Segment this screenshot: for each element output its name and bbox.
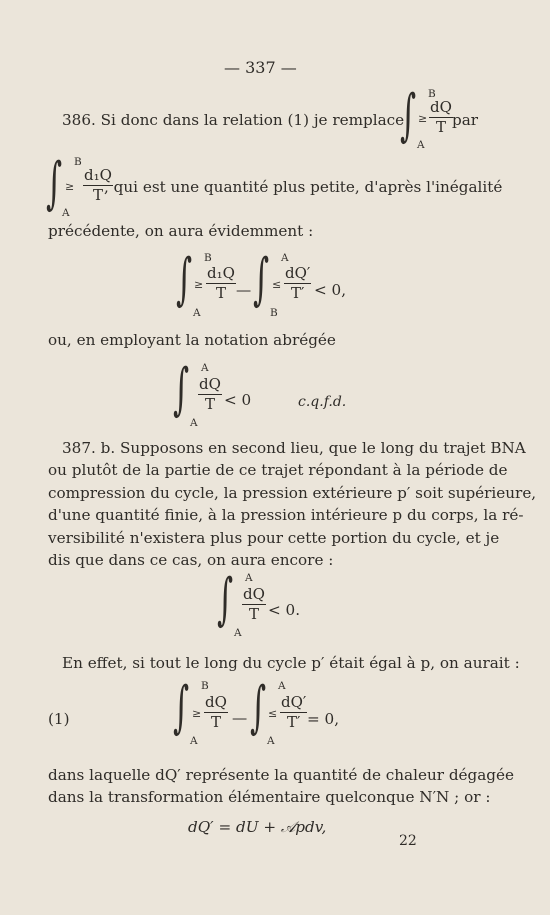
denominator: T <box>92 186 103 204</box>
cqfd: c.q.f.d. <box>298 394 347 410</box>
minus-sign: — <box>236 281 252 299</box>
eq4-label: (1) <box>48 710 70 728</box>
para387-line-1: 387. b. Supposons en second lieu, que le long du trajet BNA <box>62 439 526 457</box>
limit-upper: B <box>74 156 82 168</box>
limit-lower: A <box>417 139 425 151</box>
leq-symbol: ≤ <box>268 707 278 720</box>
numerator: dQ′ <box>281 693 307 711</box>
limit-lower: A <box>190 417 198 429</box>
fraction-dQ-T <box>198 377 222 412</box>
denominator: T′ <box>290 284 305 302</box>
denominator: T <box>435 118 446 136</box>
signature-mark: 22 <box>399 833 417 849</box>
integral-sign: ∫ <box>173 675 190 740</box>
integral-sign: ∫ <box>217 567 234 632</box>
integral-sign: ∫ <box>253 247 270 312</box>
equation-5: dQ′ = dU + 𝒜pdv, <box>188 818 327 836</box>
effet-line: En effet, si tout le long du cycle p′ était égal à p, on aurait : <box>62 654 520 672</box>
limit-lower: A <box>267 735 275 747</box>
para387-line-5: versibilité n'existera plus pour cette portion du cycle, et je <box>48 529 500 547</box>
numerator: dQ <box>199 375 221 393</box>
para386-lead: 386. Si donc dans la relation (1) je remplace <box>62 111 405 129</box>
limit-upper: A <box>245 572 253 584</box>
limit-lower: B <box>270 307 278 319</box>
fraction-dQprime-Tprime <box>284 266 311 301</box>
fraction-dQ-T <box>204 695 228 730</box>
final-line-2: dans la transformation élémentaire quelconque N′N ; or : <box>48 788 491 806</box>
limit-upper: B <box>201 680 209 692</box>
limit-upper: B <box>204 252 212 264</box>
numerator: d₁Q <box>84 166 112 184</box>
geq-symbol: ≥ <box>194 278 204 291</box>
para387-line-2: ou plutôt de la partie de ce trajet répondant à la période de <box>48 461 508 479</box>
fraction-dQ-T <box>242 587 266 622</box>
denominator: T <box>210 713 221 731</box>
limit-lower: A <box>190 735 198 747</box>
numerator: dQ′ <box>285 264 311 282</box>
numerator: dQ <box>243 585 265 603</box>
denominator: T <box>215 284 226 302</box>
numerator: d₁Q <box>207 264 235 282</box>
eq4-rhs: = 0, <box>307 710 340 728</box>
para387-line-6: dis que dans ce cas, on aura encore : <box>48 551 334 569</box>
para386-line3: précédente, on aura évidemment : <box>48 222 314 240</box>
geq-symbol: ≥ <box>418 112 428 125</box>
word-par: par <box>452 111 479 129</box>
para386-after-integral: , qui est une quantité plus petite, d'après l'inégalité <box>104 178 503 196</box>
eq2-rhs: < 0 <box>224 391 252 409</box>
para387-line-3: compression du cycle, la pression extérieure p′ soit supérieure, <box>48 484 537 502</box>
limit-upper: A <box>281 252 289 264</box>
integral-sign: ∫ <box>400 83 417 148</box>
fraction-dQ-T <box>429 100 453 135</box>
denominator: T <box>248 605 259 623</box>
eq1-rhs: < 0, <box>314 281 347 299</box>
numerator: dQ <box>430 98 452 116</box>
eq3-rhs: < 0. <box>268 601 301 619</box>
limit-lower: A <box>193 307 201 319</box>
limit-upper: A <box>201 362 209 374</box>
leq-symbol: ≤ <box>272 278 282 291</box>
para387-line-4: d'une quantité finie, à la pression intérieure p du corps, la ré- <box>48 506 524 524</box>
integral-sign: ∫ <box>250 675 267 740</box>
integral-sign: ∫ <box>173 357 190 422</box>
geq-symbol: ≥ <box>192 707 202 720</box>
geq-symbol: ≥ <box>65 180 75 193</box>
fraction-dQprime-Tprime <box>280 695 307 730</box>
integral-sign: ∫ <box>46 151 63 216</box>
limit-lower: A <box>62 207 70 219</box>
final-line-1: dans laquelle dQ′ représente la quantité de chaleur dégagée <box>48 766 514 784</box>
numerator: dQ <box>205 693 227 711</box>
page-number: — 337 — <box>224 58 297 77</box>
denominator: T′ <box>286 713 301 731</box>
fraction-d1Q-T <box>206 266 236 301</box>
limit-upper: B <box>428 88 436 100</box>
limit-lower: A <box>234 627 242 639</box>
limit-upper: A <box>278 680 286 692</box>
minus-sign: — <box>232 709 248 727</box>
notation-line: ou, en employant la notation abrégée <box>48 331 336 349</box>
integral-sign: ∫ <box>176 247 193 312</box>
denominator: T <box>204 395 215 413</box>
